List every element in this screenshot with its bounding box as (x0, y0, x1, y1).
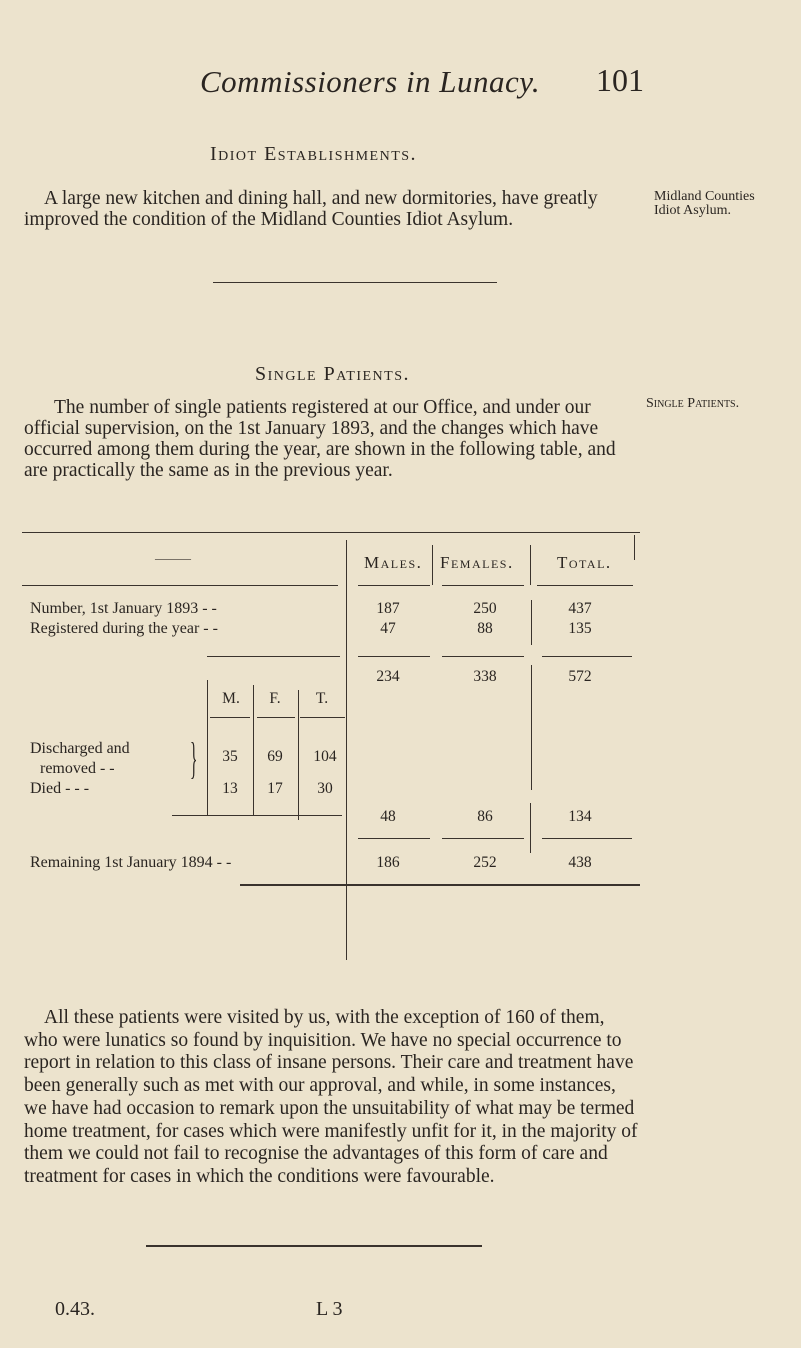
sub-divider-mf (253, 685, 254, 815)
margin-note-midland: Midland Counties Idiot Asylum. (654, 189, 755, 218)
sub-row2-label: Died - - - (30, 780, 90, 797)
subtotal-rule-males (358, 656, 430, 657)
footer-number: 0.43. (55, 1298, 95, 1320)
signature-mark: L 3 (316, 1298, 343, 1320)
single-paragraph: The number of single patients registered at our Office, and under our official supervision, on the 1st January 1893, and the changes which have occurred among them during the year, are shown in the following table, and are practically the same as in the previous year. (24, 397, 616, 481)
col-header-females: Females. (440, 553, 514, 572)
sub-row2-m: 13 (222, 780, 238, 797)
col-divider-3a (530, 545, 531, 585)
sub-header-rule-f (257, 717, 295, 718)
remaining-rule-females (442, 838, 524, 839)
footer-divider (146, 1245, 482, 1247)
table-bottom-rule (240, 884, 640, 886)
subtotal-rule-females (442, 656, 524, 657)
running-title: Commissioners in Lunacy. (200, 64, 541, 99)
removed-rule (172, 815, 342, 816)
sub-header-rule-m (210, 717, 250, 718)
subtotal-females: 338 (473, 668, 497, 685)
sub-row1-label-a: Discharged and (30, 740, 130, 757)
remaining-total: 438 (568, 854, 592, 871)
remaining-rule-total (542, 838, 632, 839)
removed-total: 134 (568, 808, 592, 825)
removed-females: 86 (477, 808, 493, 825)
sub-row1-t: 104 (313, 748, 337, 765)
col-header-total: Total. (557, 553, 612, 572)
subtotal-rule-label (207, 656, 340, 657)
col-divider-1 (346, 540, 347, 960)
brace: } (190, 734, 198, 783)
header-underline (22, 585, 338, 586)
sub-header-m: M. (222, 690, 240, 707)
females-underline (442, 585, 524, 586)
sub-row1-label-b: removed - - (40, 760, 115, 777)
idiot-paragraph: A large new kitchen and dining hall, and new dormitories, have greatly improved the condition of the Midland Counties Idiot Asylum. (24, 188, 598, 230)
row-label-registered: Registered during the year - - (30, 620, 218, 637)
blank-header: ——— (155, 551, 191, 565)
sub-row1-m: 35 (222, 748, 238, 765)
col-divider-4 (634, 535, 635, 560)
sub-header-t: T. (315, 690, 329, 707)
removed-males: 48 (380, 808, 396, 825)
sub-row2-f: 17 (267, 780, 283, 797)
subtotal-rule-total (542, 656, 632, 657)
row2-females: 88 (477, 620, 493, 637)
closing-paragraph: All these patients were visited by us, with the exception of 160 of them, who were lunatics so found by inquisition. We have no special occurrence to report in relation to this class of insane persons. Their care and treatment have been generally such as met with our approval, and while, in some instances, we have had occasion to remark upon the unsuitability of what may be termed home treatment, for cases which were manifestly unfit for it, in the majority of them we could not fail to recognise the advantages of this form of care and treatment for cases in which the conditions were favourable. (24, 1007, 638, 1187)
sub-row2-t: 30 (317, 780, 333, 797)
col-header-males: Males. (364, 553, 423, 572)
remaining-rule-males (358, 838, 430, 839)
row-label-number-1893: Number, 1st January 1893 - - (30, 600, 217, 617)
col-divider-3c (531, 665, 532, 790)
section-heading-idiot: Idiot Establishments. (210, 143, 418, 165)
row2-males: 47 (380, 620, 396, 637)
row1-males: 187 (376, 600, 400, 617)
section-divider (213, 282, 497, 283)
section-heading-single: Single Patients. (255, 363, 411, 385)
col-divider-3b (531, 600, 532, 645)
sub-row1-f: 69 (267, 748, 283, 765)
sub-divider-ft (298, 690, 299, 820)
margin-note-single: Single Patients. (646, 396, 740, 411)
row-label-remaining: Remaining 1st January 1894 - - (30, 854, 232, 871)
subtotal-males: 234 (376, 668, 400, 685)
col-divider-3d (530, 803, 531, 853)
col-divider-2a (432, 545, 433, 585)
total-underline (537, 585, 633, 586)
males-underline (358, 585, 430, 586)
remaining-males: 186 (376, 854, 400, 871)
sub-header-rule-t (300, 717, 345, 718)
remaining-females: 252 (473, 854, 497, 871)
table-top-rule (22, 532, 640, 533)
subtotal-total: 572 (568, 668, 592, 685)
page-number: 101 (596, 62, 644, 98)
row2-total: 135 (568, 620, 592, 637)
row1-females: 250 (473, 600, 497, 617)
sub-divider-left (207, 680, 208, 815)
sub-header-f: F. (269, 690, 281, 707)
row1-total: 437 (568, 600, 592, 617)
